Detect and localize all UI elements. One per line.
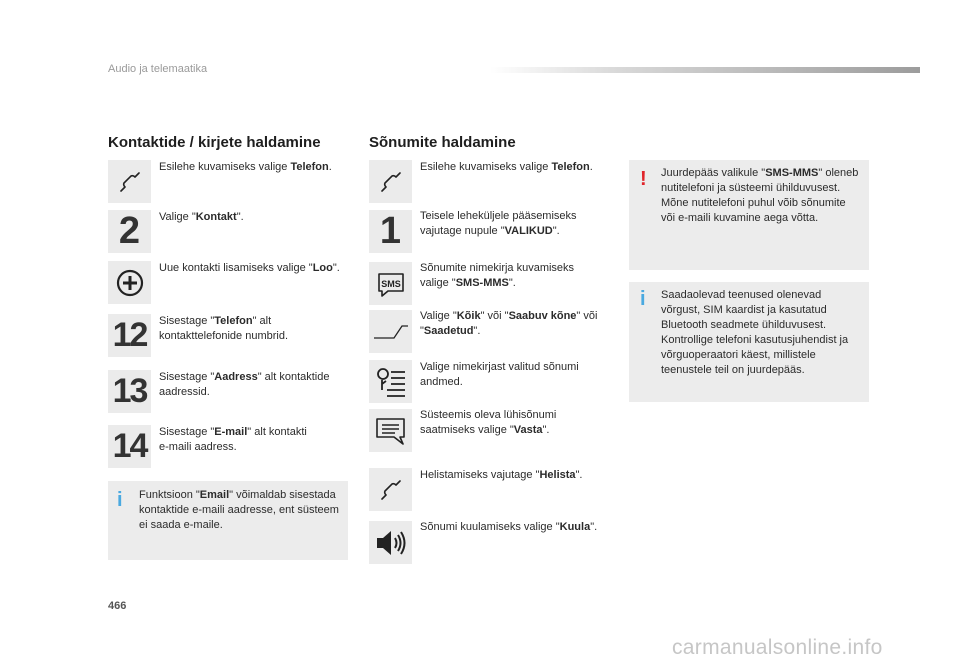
step-number: 14 (112, 427, 147, 465)
tab-icon-box (369, 310, 412, 353)
step-number: 2 (118, 210, 141, 252)
step-number-box (108, 210, 151, 253)
section-title-messages: Sõnumite haldamine (369, 134, 516, 151)
page-number: 466 (108, 600, 127, 612)
watermark: carmanualsonline.info (672, 636, 883, 659)
sms-icon-label: SMS (380, 278, 401, 289)
step-number: 13 (112, 372, 147, 410)
info-box-email (108, 481, 348, 560)
step-number-box (108, 370, 151, 413)
add-circle-icon (115, 268, 145, 298)
mid-step-7-text: Helistamiseks vajutage "Helista". (420, 469, 583, 481)
warning-box-sms (629, 160, 869, 270)
info-icon: i (640, 288, 646, 310)
add-circle-icon-box (108, 261, 151, 304)
phone-icon-box (369, 160, 412, 203)
list-select-icon (373, 364, 409, 400)
left-step-5-text: Sisestage "Aadress" alt kontaktide aadressid. (159, 371, 330, 398)
mid-step-1-text: Esilehe kuvamiseks valige Telefon. (420, 161, 593, 173)
step-number-box (108, 314, 151, 357)
list-select-icon-box (369, 360, 412, 403)
sms-icon (375, 268, 407, 300)
phone-icon (377, 476, 405, 504)
left-step-2-text: Valige "Kontakt". (159, 211, 244, 223)
phone-icon (377, 168, 405, 196)
left-step-4-text: Sisestage "Telefon" alt kontakttelefonide numbrid. (159, 315, 289, 342)
message-reply-icon (373, 414, 409, 448)
speaker-icon (374, 528, 408, 558)
running-header: Audio ja telemaatika (108, 63, 208, 75)
tab-icon (372, 317, 410, 347)
mid-step-3-text: Sõnumite nimekirja kuvamiseks valige "SMS-MMS". (420, 262, 575, 289)
phone-icon-box (369, 468, 412, 511)
info-box-email-text: Funktsioon "Email" võimaldab sisestada kontaktide e-maili aadresse, ent süsteem ei saada e-maile. (139, 489, 339, 531)
left-step-6-text: Sisestage "E-mail" alt kontakti e-maili aadress. (159, 426, 307, 453)
message-reply-icon-box (369, 409, 412, 452)
warning-box-text: Juurdepääs valikule "SMS-MMS" oleneb nutitelefoni ja süsteemi ühilduvusest. Mõne nutitelefoni puhul võib sõnumite või e-maili kuvamine aega võtta. (661, 167, 859, 224)
left-step-3-text: Uue kontakti lisamiseks valige "Loo". (159, 262, 340, 274)
left-step-1-text: Esilehe kuvamiseks valige Telefon. (159, 161, 332, 173)
step-number: 12 (112, 316, 147, 354)
mid-step-5-text: Valige nimekirjast valitud sõnumi andmed. (420, 361, 579, 388)
info-box-services-text: Saadaolevad teenused olenevad võrgust, SIM kaardist ja kasutatud Bluetooth seadmete ühilduvusest. Kontrollige telefoni kasutusjuhendist ja võrguoperaatori käest, millistele teenustele teil on juurdepääs. (661, 289, 849, 376)
step-number-box (108, 425, 151, 468)
phone-icon (116, 168, 144, 196)
info-icon: i (117, 489, 123, 511)
info-box-services (629, 282, 869, 402)
section-title-contacts: Kontaktide / kirjete haldamine (108, 134, 321, 151)
sms-icon-box (369, 262, 412, 305)
header-gradient-bar (490, 67, 920, 73)
mid-step-4-text: Valige "Kõik" või "Saabuv kõne" või "Saadetud". (420, 310, 598, 337)
warning-icon: ! (640, 168, 647, 190)
step-number: 1 (379, 210, 402, 252)
speaker-icon-box (369, 521, 412, 564)
mid-step-2-text: Teisele leheküljele pääsemiseks vajutage nupule "VALIKUD". (420, 210, 577, 237)
mid-step-6-text: Süsteemis oleva lühisõnumi saatmiseks valige "Vasta". (420, 409, 557, 436)
mid-step-8-text: Sõnumi kuulamiseks valige "Kuula". (420, 521, 598, 533)
phone-icon-box (108, 160, 151, 203)
step-number-box (369, 210, 412, 253)
